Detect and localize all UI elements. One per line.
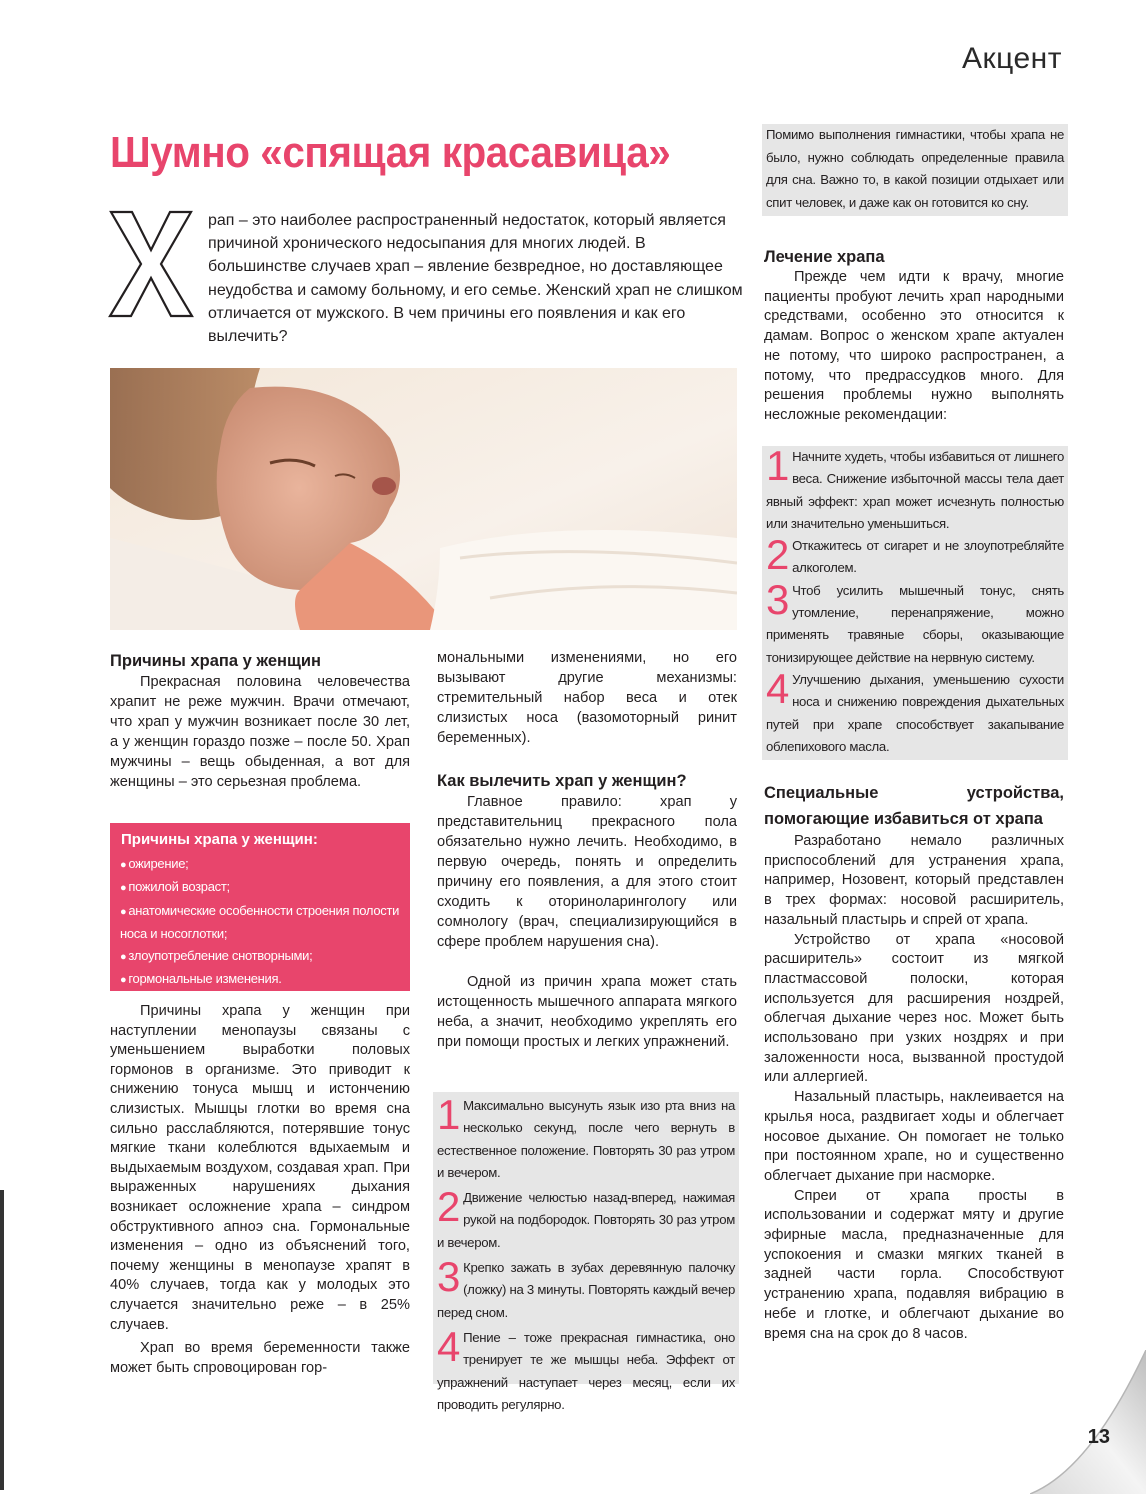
tip-item <box>766 664 1064 758</box>
sleeping-woman-photo <box>110 368 737 630</box>
causes-box-title: Причины храпа у женщин: <box>121 831 318 848</box>
sleep-rules-note: Помимо выполнения гимнастики, чтобы храпа не было, нужно соблюдать определенные правила для сна. Важно то, в какой позиции отдыхает или спит человек, и даже как он готовится ко сну. <box>762 124 1068 216</box>
heading-causes: Причины храпа у женщин <box>110 652 322 670</box>
lead-text: рап – это наиболее распространенный недостаток, который является причиной хронического недосыпания для многих людей. В большинстве случаев храп – явление безвредное, но доставляющее неудобства и самому больному, и его семье. Женский храп не слишком отличается от мужского. В чем причины его появления и как его вылечить? <box>208 212 743 346</box>
page-number: 13 <box>1087 1426 1110 1448</box>
tip-text: Улучшению дыхания, уменьшению сухости носа и снижению повреждения дыхательных путей при храпе способствует закапывание облепихового масла. <box>766 671 1064 754</box>
list-item: ● ожирение; <box>120 853 408 876</box>
list-item: ● гормональные изменения. <box>120 968 408 991</box>
section-tag: Акцент <box>962 42 1062 75</box>
dropcap-x-icon <box>108 210 194 318</box>
page-curl-icon <box>1030 1350 1146 1494</box>
col1-paragraph-3: Храп во время беременности также может быть спровоцирован гор- <box>110 1340 410 1376</box>
col3-paragraph-1: Прежде чем идти к врачу, многие пациенты пробуют лечить храп народными средствами, особенно это относится к дамам. Вопрос о женском храпе актуален не потому, что широко распространен, а потому, что предрассудков много. Для решения проблемы нужно выполнять несложные рекомендации: <box>764 269 1064 423</box>
tip-number: 3 <box>766 575 790 623</box>
exercise-number: 4 <box>437 1322 461 1370</box>
col3-paragraph-4: Назальный пластырь, наклеивается на крылья носа, раздвигает ходы и облегчает носовое дыхание. Он помогает не только при постоянном храпе, но и существенно облегчает дыхание при насморке. <box>764 1089 1064 1184</box>
exercise-number: 3 <box>437 1253 461 1301</box>
tip-number: 2 <box>766 531 790 579</box>
lead-paragraph <box>208 209 743 348</box>
binding-edge <box>0 1190 4 1490</box>
list-item: ● анатомические особенности строения полости носа и носоглотки; <box>120 900 408 946</box>
col2-paragraph-1: Главное правило: храп у представительниц прекрасного пола обязательно нужно лечить. Необходимо, в первую очередь, понять и определить причину его появления, а для этого стоит сходить к оториноларингологу или сомнологу (врач, специализирующийся в сфере проблем нарушения сна). <box>437 794 737 950</box>
tip-text: Чтоб усилить мышечный тонус, снять утомление, перенапряжение, можно применять травяные сборы, оказывающие тонизирующее действие на нервную систему. <box>766 582 1064 665</box>
tips-box <box>762 442 1068 760</box>
col1-paragraph-1: Прекрасная половина человечества храпит не реже мужчин. Врачи отмечают, что храп у мужчин возникает после 30 лет, а у женщин гораздо позже – после 50. Храп мужчины – вещь обыденная, а вот для женщины – это серьезная проблема. <box>110 674 410 790</box>
exercise-item <box>437 1091 735 1184</box>
causes-box <box>110 823 410 991</box>
heading-how-to-cure: Как вылечить храп у женщин? <box>437 772 687 790</box>
tip-number: 4 <box>766 664 790 712</box>
tip-text: Начните худеть, чтобы избавиться от лишнего веса. Снижение избыточной массы тела дает явный эффект: храп может исчезнуть полностью или значительно уменьшиться. <box>766 449 1064 531</box>
col2-paragraph-2: Одной из причин храпа может стать истощенность мышечного аппарата мягкого неба, а значит, необходимо укреплять его при помощи простых и легких упражнений. <box>437 974 737 1050</box>
col3-paragraph-5: Спреи от храпа просты в использовании и содержат мяту и другие эфирные масла, предназначенные для успокоения и смазки мягких тканей в задней части горла. Способствуют устранению храпа, подавляя вибрацию в небе и глотке, и облегчают дыхание во время сна на срок до 8 часов. <box>764 1187 1064 1342</box>
exercise-text: Крепко зажать в зубах деревянную палочку (ложку) на 3 минуты. Повторять каждый вечер перед сном. <box>437 1260 735 1320</box>
heading-treatment: Лечение храпа <box>764 248 885 266</box>
list-item: ● злоупотребление снотворными; <box>120 945 408 968</box>
exercise-item <box>437 1183 735 1254</box>
exercise-number: 2 <box>437 1183 461 1231</box>
column-3 <box>764 246 1064 426</box>
exercise-text: Максимально высунуть язык изо рта вниз на несколько секунд, после чего вернуть в естественное положение. Повторять 30 раз утром и вечером. <box>437 1098 735 1180</box>
heading-devices: Специальные устройства, помогающие избавиться от храпа <box>764 784 1064 828</box>
exercise-item <box>437 1322 735 1416</box>
page-title: Шумно «спящая красавица» <box>110 128 671 177</box>
tip-item <box>766 442 1064 535</box>
tip-item <box>766 531 1064 580</box>
column-3-continued <box>764 780 1064 1344</box>
exercise-text: Движение челюстью назад-вперед, нажимая рукой на подбородок. Повторять 30 раз утром и вечером. <box>437 1190 735 1250</box>
exercises-box <box>433 1091 739 1412</box>
exercise-text: Пение – тоже прекрасная гимнастика, оно тренирует те же мышцы неба. Эффект от упражнений наступает через месяц, если их проводить регулярно. <box>437 1329 735 1412</box>
col2-paragraph-0: мональными изменениями, но его вызывают другие механизмы: стремительный набор веса и отек слизистых носа (вазомоторный ринит беременных). <box>437 650 737 746</box>
exercise-number: 1 <box>437 1091 461 1138</box>
causes-list <box>120 853 408 992</box>
column-1 <box>110 650 410 792</box>
list-item: ● пожилой возраст; <box>120 876 408 899</box>
tip-text: Откажитесь от сигарет и не злоупотребляйте алкоголем. <box>792 538 1064 576</box>
exercise-item <box>437 1253 735 1324</box>
column-2 <box>437 648 737 1052</box>
col3-paragraph-3: Устройство от храпа «носовой расширитель» состоит из мягкой пластмассовой полоски, которая используется для расширения ноздрей, облегчая дыхание через нос. Может быть использовано при узких ноздрях и при заложенности носа, вызванной простудой или аллергией. <box>764 931 1064 1086</box>
column-1-continued <box>110 1002 410 1378</box>
col3-paragraph-2: Разработано немало различных приспособлений для устранения храпа, например, Нозовент, который представлен в трех формах: носовой расширитель, назальный пластырь и спрей от храпа. <box>764 833 1064 928</box>
tip-number: 1 <box>766 442 790 489</box>
col1-paragraph-2: Причины храпа у женщин при наступлении менопаузы связаны с уменьшением выработки половых гормонов в организме. Это приводит к снижению тонуса мышц и истончению слизистых. Мышцы глотки во время сна сильно расслабляются, потерявшие тонус мягкие ткани колеблются вдыхаемым и выдыхаемым воздухом, создавая храп. При выраженных нарушениях дыхания возникает осложнение храпа – синдром обструктивного апноэ сна. Гормональные изменения – одно из объяснений того, почему женщины в менопаузе храпят в 40% случаев, тогда как у молодых это случается значительно реже – в 25% случаев. <box>110 1003 410 1333</box>
tip-item <box>766 575 1064 669</box>
